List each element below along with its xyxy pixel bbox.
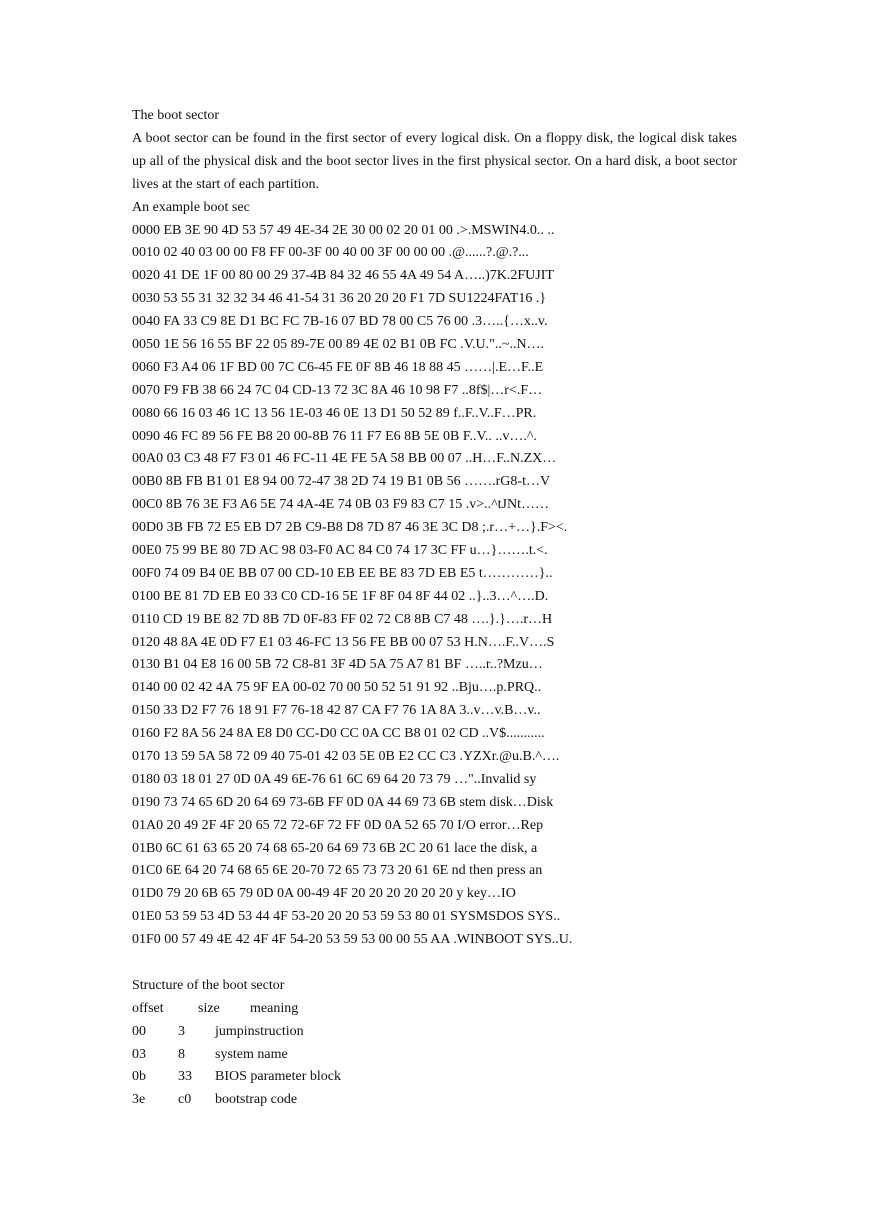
hex-line: 0100 BE 81 7D EB E0 33 C0 CD-16 5E 1F 8F 04 8F 44 02 ..}..3…^….D. (132, 588, 549, 604)
hex-line: 0040 FA 33 C9 8E D1 BC FC 7B-16 07 BD 78 00 C5 76 00 .3…..{…x..v. (132, 314, 548, 330)
hex-line: 0060 F3 A4 06 1F BD 00 7C C6-45 FE 0F 8B 46 18 88 45 ……|.E…F..E (132, 359, 544, 375)
cell-meaning: BIOS parameter block (215, 1069, 341, 1085)
cell-size: 33 (178, 1069, 192, 1085)
hex-line: 00A0 03 C3 48 F7 F3 01 46 FC-11 4E FE 5A 58 BB 00 07 ..H…F..N.ZX… (132, 451, 557, 467)
hex-line: 0110 CD 19 BE 82 7D 8B 7D 0F-83 FF 02 72 C8 8B C7 48 ….}.}….r…H (132, 611, 553, 627)
hex-line: 01C0 6E 64 20 74 68 65 6E 20-70 72 65 73 73 20 61 6E nd then press an (132, 863, 543, 879)
hex-line: 0090 46 FC 89 56 FE B8 20 00-8B 76 11 F7 E6 8B 5E 0B F..V.. ..v….^. (132, 428, 537, 444)
cell-size: 8 (178, 1046, 185, 1062)
cell-offset: 03 (132, 1046, 146, 1062)
hex-line: 0080 66 16 03 46 1C 13 56 1E-03 46 0E 13 D1 50 52 89 f..F..V..F…PR. (132, 405, 537, 421)
structure-table (132, 998, 737, 1112)
hex-line: 01D0 79 20 6B 65 79 0D 0A 00-49 4F 20 20 20 20 20 20 y key…IO (132, 886, 516, 902)
hex-line: 0120 48 8A 4E 0D F7 E1 03 46-FC 13 56 FE BB 00 07 53 H.N….F..V….S (132, 634, 555, 650)
hex-line: 0130 B1 04 E8 16 00 5B 72 C8-81 3F 4D 5A 75 A7 81 BF …..r..?Mzu… (132, 657, 543, 673)
hex-line: 0010 02 40 03 00 00 F8 FF 00-3F 00 40 00 3F 00 00 00 .@......?.@.?... (132, 245, 529, 261)
cell-size: 3 (178, 1023, 185, 1039)
document-content (132, 105, 737, 1112)
table-row (132, 1044, 737, 1067)
hex-line: 0000 EB 3E 90 4D 53 57 49 4E-34 2E 30 00 02 20 01 00 .>.MSWIN4.0.. .. (132, 222, 555, 238)
hex-line: 00C0 8B 76 3E F3 A6 5E 74 4A-4E 74 0B 03 F9 83 C7 15 .v>..^tJNt…… (132, 497, 549, 513)
cell-offset: 3e (132, 1092, 146, 1108)
section-title: The boot sector (132, 108, 220, 123)
hex-line: 0180 03 18 01 27 0D 0A 49 6E-76 61 6C 69 64 20 73 79 …"..Invalid sy (132, 771, 537, 787)
spacer (132, 952, 737, 975)
hex-line: 0020 41 DE 1F 00 80 00 29 37-4B 84 32 46 55 4A 49 54 A…..)7K.2FUJIT (132, 268, 554, 284)
hex-line: 0160 F2 8A 56 24 8A E8 D0 CC-D0 CC 0A CC B8 01 02 CD ..V$........... (132, 726, 545, 742)
hex-line: 0030 53 55 31 32 32 34 46 41-54 31 36 20 20 20 F1 7D SU1224FAT16 .} (132, 291, 547, 307)
hex-line: 0050 1E 56 16 55 BF 22 05 89-7E 00 89 4E 02 B1 0B FC .V.U."..~..N…. (132, 336, 545, 352)
hex-line: 00E0 75 99 BE 80 7D AC 98 03-F0 AC 84 C0 74 17 3C FF u…}…….t.<. (132, 542, 548, 558)
table-row (132, 1021, 737, 1044)
column-header-offset: offset (132, 1000, 164, 1016)
table-row (132, 1066, 737, 1089)
hex-line: 0170 13 59 5A 58 72 09 40 75-01 42 03 5E 0B E2 CC C3 .YZXr.@u.B.^…. (132, 748, 560, 764)
hex-line: 01B0 6C 61 63 65 20 74 68 65-20 64 69 73 6B 2C 20 61 lace the disk, a (132, 840, 538, 856)
cell-offset: 00 (132, 1023, 146, 1039)
hex-line: 0150 33 D2 F7 76 18 91 F7 76-18 42 87 CA F7 76 1A 8A 3..v…v.B…v.. (132, 703, 541, 719)
hex-line: 01A0 20 49 2F 4F 20 65 72 72-6F 72 FF 0D 0A 52 65 70 I/O error…Rep (132, 817, 544, 833)
table-row (132, 1089, 737, 1112)
cell-meaning: bootstrap code (215, 1092, 298, 1108)
hex-line: 01F0 00 57 49 4E 42 4F 4F 54-20 53 59 53 00 00 55 AA .WINBOOT SYS..U. (132, 932, 573, 948)
table-header-row (132, 998, 737, 1021)
cell-offset: 0b (132, 1069, 146, 1085)
column-header-meaning: meaning (250, 1000, 299, 1016)
hex-line: 00D0 3B FB 72 E5 EB D7 2B C9-B8 D8 7D 87 46 3E 3C D8 ;.r…+…}.F><. (132, 520, 568, 536)
structure-heading: Structure of the boot sector (132, 977, 285, 993)
column-header-size: size (198, 1000, 220, 1016)
cell-size: c0 (178, 1092, 192, 1108)
example-heading: An example boot sec (132, 199, 250, 215)
cell-meaning: system name (215, 1046, 288, 1062)
intro-paragraph: A boot sector can be found in the first sector of every logical disk. On a floppy disk, the logical disk takes up all of the physical disk and the boot sector lives in the first physical sector. On a hard disk, a boot sector lives at the start of each partition. (132, 130, 737, 192)
hex-dump (132, 220, 737, 953)
cell-meaning: jumpinstruction (215, 1023, 304, 1039)
hex-line: 0070 F9 FB 38 66 24 7C 04 CD-13 72 3C 8A 46 10 98 F7 ..8f$|…r<.F… (132, 382, 543, 398)
hex-line: 00B0 8B FB B1 01 E8 94 00 72-47 38 2D 74 19 B1 0B 56 …….rG8-t…V (132, 474, 551, 490)
hex-line: 00F0 74 09 B4 0E BB 07 00 CD-10 EB EE BE 83 7D EB E5 t…………}.. (132, 565, 553, 581)
hex-line: 01E0 53 59 53 4D 53 44 4F 53-20 20 20 53 59 53 80 01 SYSMSDOS SYS.. (132, 909, 561, 925)
hex-line: 0140 00 02 42 4A 75 9F EA 00-02 70 00 50 52 51 91 92 ..Bju….p.PRQ.. (132, 680, 542, 696)
hex-line: 0190 73 74 65 6D 20 64 69 73-6B FF 0D 0A 44 69 73 6B stem disk…Disk (132, 794, 554, 810)
